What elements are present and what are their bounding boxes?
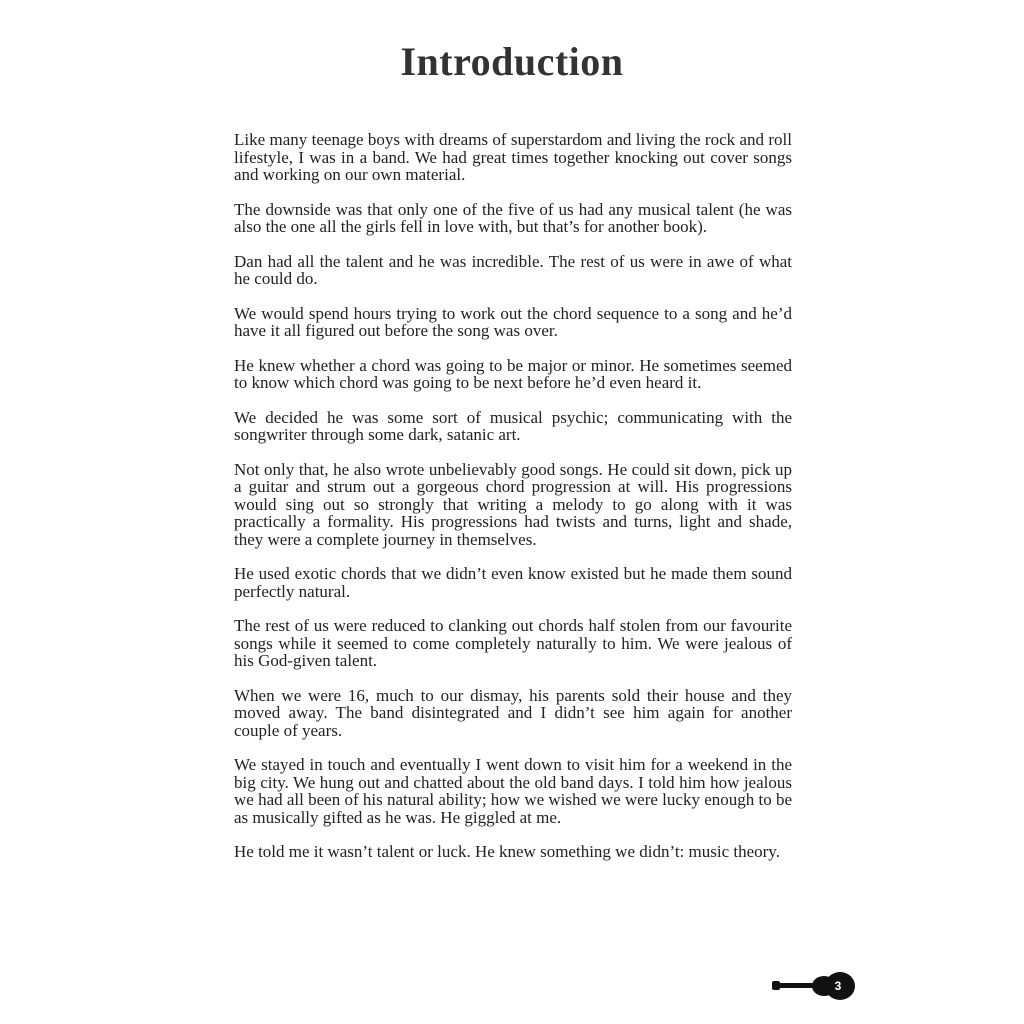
paragraph: The downside was that only one of the five of us had any musical talent (he was also the one all the girls fell in love with, but that’s for another book). <box>234 199 792 236</box>
page-title: Introduction <box>400 39 624 84</box>
paragraph: When we were 16, much to our dismay, his parents sold their house and they moved away. The band disintegrated and I didn’t see him again for another couple of years. <box>234 685 792 740</box>
paragraph: The rest of us were reduced to clanking out chords half stolen from our favourite songs while it seemed to come completely naturally to him. We were jealous of his God-given talent. <box>234 616 792 670</box>
paragraph: We stayed in touch and eventually I went down to visit him for a weekend in the big city. We hung out and chatted about the old band days. I told him how jealous we had all been of his natural ability; how we wished we were lucky enough to be as musically gifted as he was. He giggled at me. <box>234 755 793 827</box>
paragraph: Dan had all the talent and he was incredible. The rest of us were in awe of what he could do. <box>234 251 792 288</box>
paragraph: He used exotic chords that we didn’t even know existed but he made them sound perfectly natural. <box>234 564 792 601</box>
paragraph: He told me it wasn’t talent or luck. He knew something we didn’t: music theory. <box>234 842 780 861</box>
paragraph: Not only that, he also wrote unbelievably good songs. He could sit down, pick up a guitar and strum out a gorgeous chord progression at will. His progressions would sing out so strongly that writing a melody to go along with it was practically a formality. His progressions had twists and turns, light and shade, they were a complete journey in themselves. <box>234 459 792 549</box>
page-number: 3 <box>834 979 842 993</box>
body-text <box>234 131 792 878</box>
paragraph: We decided he was some sort of musical psychic; communicating with the songwriter through some dark, satanic art. <box>234 407 792 444</box>
paragraph: Like many teenage boys with dreams of superstardom and living the rock and roll lifestyle, I was in a band. We had great times together knocking out cover songs and working on our own material. <box>234 130 792 184</box>
paragraph: We would spend hours trying to work out the chord sequence to a song and he’d have it all figured out before the song was over. <box>234 303 792 340</box>
paragraph: He knew whether a chord was going to be major or minor. He sometimes seemed to know which chord was going to be next before he’d even heard it. <box>234 355 792 392</box>
